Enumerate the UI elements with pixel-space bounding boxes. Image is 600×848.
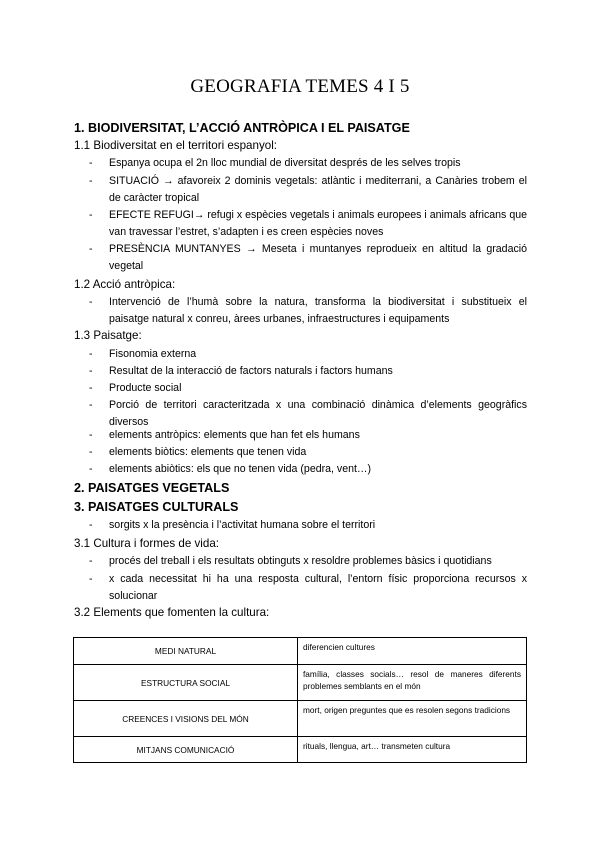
list-item: - SITUACIÓ → afavoreix 2 dominis vegetals: atlàntic i mediterrani, a Canàries trobem el de caràcter tropical	[89, 175, 527, 204]
list-item: - Resultat de la interacció de factors naturals i factors humans	[89, 365, 393, 377]
list-item: - procés del treball i els resultats obtinguts x resoldre problemes bàsics i quotidians	[89, 555, 492, 567]
subsection-1-3-heading: 1.3 Paisatge:	[74, 329, 142, 342]
table-cell: diferencien cultures	[298, 638, 527, 665]
subsection-3-1-heading: 3.1 Cultura i formes de vida:	[74, 537, 219, 550]
subsection-1-1-heading: 1.1 Biodiversitat en el territori espanyol:	[74, 139, 277, 152]
table-cell: mort, origen preguntes que es resolen segons tradicions	[298, 701, 527, 737]
list-item: - x cada necessitat hi ha una resposta cultural, l’entorn físic proporciona recursos x solucionar	[89, 573, 527, 602]
table-cell: CREENCES I VISIONS DEL MÓN	[74, 701, 298, 737]
list-item: - sorgits x la presència i l’activitat humana sobre el territori	[89, 519, 376, 531]
table-cell: MEDI NATURAL	[74, 638, 298, 665]
list-item: - Fisonomia externa	[89, 348, 197, 360]
table-row	[74, 638, 527, 665]
list-item: - Intervenció de l’humà sobre la natura, transforma la biodiversitat i substitueix el paisatge natural x conreu, àrees urbanes, infraestructures i equipaments	[89, 296, 527, 325]
list-item: - Espanya ocupa el 2n lloc mundial de diversitat després de les selves tropis	[89, 157, 461, 169]
table-cell: MITJANS COMUNICACIÓ	[74, 737, 298, 763]
list-item: - EFECTE REFUGI→ refugi x espècies vegetals i animals europees i animals africans que van travessar l’estret, s’adapten i es creen espècies noves	[89, 209, 527, 238]
list-item: - Porció de territori caracteritzada x una combinació dinàmica d’elements geogràfics diversos	[89, 399, 527, 428]
list-item: - elements abiòtics: els que no tenen vida (pedra, vent…)	[89, 463, 372, 475]
section-3-heading: 3. PAISATGES CULTURALS	[74, 500, 239, 514]
table-cell: família, classes socials… resol de maneres diferents problemes semblants en el món	[298, 665, 527, 701]
subsection-3-2-heading: 3.2 Elements que fomenten la cultura:	[74, 606, 270, 619]
table-cell: rituals, llengua, art… transmeten cultura	[298, 737, 527, 763]
table-row	[74, 737, 527, 763]
table-cell: ESTRUCTURA SOCIAL	[74, 665, 298, 701]
section-1-heading: 1. BIODIVERSITAT, L’ACCIÓ ANTRÒPICA I EL PAISATGE	[74, 121, 410, 135]
list-item: - PRESÈNCIA MUNTANYES → Meseta i muntanyes reprodueix en altitud la gradació vegetal	[89, 243, 527, 272]
table-row	[74, 665, 527, 701]
list-item: - elements antròpics: elements que han fet els humans	[89, 429, 360, 441]
culture-elements-table	[73, 637, 527, 763]
list-item: - elements biòtics: elements que tenen vida	[89, 446, 307, 458]
document-title: GEOGRAFIA TEMES 4 I 5	[190, 76, 410, 97]
section-2-heading: 2. PAISATGES VEGETALS	[74, 481, 230, 495]
list-item: - Producte social	[89, 382, 182, 394]
table-row	[74, 701, 527, 737]
subsection-1-2-heading: 1.2 Acció antròpica:	[74, 278, 176, 291]
